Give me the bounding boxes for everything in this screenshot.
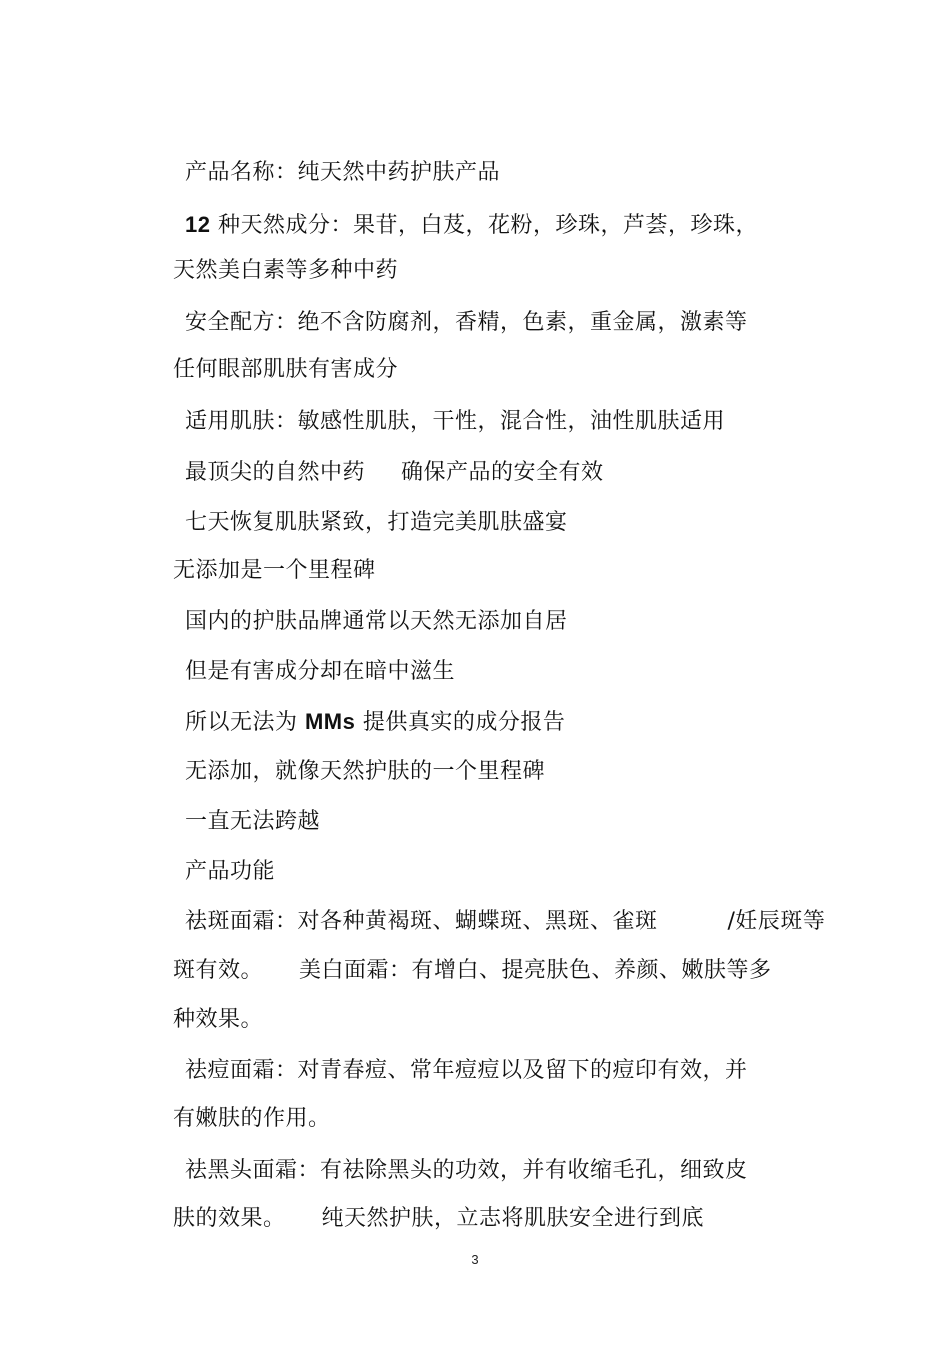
skin-type-line: 适用肌肤：敏感性肌肤，干性，混合性，油性肌肤适用 (184, 409, 725, 434)
report-line-a: 所以无法为 (184, 710, 305, 735)
brand-name: MMs (304, 709, 356, 734)
blackhead-cream-line-cont: 肤的效果。 (172, 1206, 286, 1231)
blackhead-cream-line: 祛黑头面霜：有祛除黑头的功效，并有收缩毛孔，细致皮 (184, 1158, 748, 1183)
formula-line-cont: 任何眼部肌肤有害成分 (172, 357, 398, 382)
whitening-cream-line: 美白面霜：有增白、提亮肤色、养颜、嫩肤等多 (299, 958, 772, 983)
ingredient-count: 12 (184, 212, 211, 237)
ingredients-line: 种天然成分：果苷，白芨，花粉，珍珠，芦荟，珍珠， (210, 213, 758, 238)
spot-cream-line-cont: 斑有效。 (172, 958, 263, 983)
whitening-cream-line-cont: 种效果。 (172, 1007, 263, 1032)
section-heading-functions: 产品功能 (184, 859, 275, 884)
formula-line: 安全配方：绝不含防腐剂，香精，色素，重金属，激素等 (184, 310, 748, 335)
page-number: 3 (471, 1252, 479, 1267)
text-line (143, 1174, 704, 1264)
product-name-line: 产品名称：纯天然中药护肤产品 (184, 160, 500, 185)
quality-line-b: 确保产品的安全有效 (401, 460, 604, 485)
report-line-b: 提供真实的成分报告 (355, 710, 566, 735)
acne-cream-line-cont: 有嫩肤的作用。 (172, 1106, 331, 1131)
spot-cream-line-b: /妊辰斑等 (727, 909, 826, 934)
effect-line: 七天恢复肌肤紧致，打造完美肌肤盛宴 (184, 510, 568, 535)
milestone-heading: 无添加是一个里程碑 (172, 558, 376, 583)
spot-cream-line-a: 祛斑面霜：对各种黄褐斑、蝴蝶斑、黑斑、雀斑 (184, 909, 658, 934)
brand-claim-line: 国内的护肤品牌通常以天然无添加自居 (184, 609, 568, 634)
closing-line: 纯天然护肤，立志将肌肤安全进行到底 (321, 1206, 705, 1231)
harmful-line: 但是有害成分却在暗中滋生 (184, 659, 455, 684)
quality-line-a: 最顶尖的自然中药 (184, 460, 365, 485)
ingredients-line-cont: 天然美白素等多种中药 (172, 258, 398, 283)
acne-cream-line: 祛痘面霜：对青春痘、常年痘痘以及留下的痘印有效，并 (184, 1058, 748, 1083)
milestone-line-cont: 一直无法跨越 (184, 809, 320, 834)
milestone-line: 无添加，就像天然护肤的一个里程碑 (184, 759, 545, 784)
